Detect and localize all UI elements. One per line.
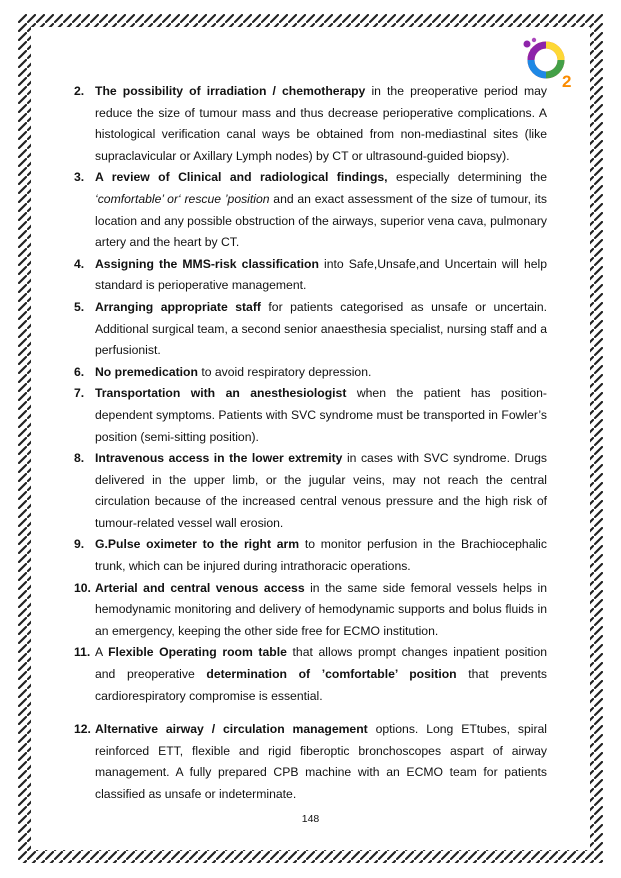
list-item (74, 534, 547, 577)
bold-run: Alternative airway / circulation management (95, 722, 368, 737)
list-item-text (95, 170, 547, 249)
page-number: 148 (301, 813, 320, 825)
list-item (74, 362, 547, 384)
list-item-number: 12. (74, 722, 91, 737)
list-item-text (95, 300, 547, 357)
text-run: for patients categorised as unsafe or uncertain. Additional surgical team, a second senior anaesthesia specialist, nursing staff and a perfusionist. (95, 299, 547, 358)
list-item-number: 6. (74, 364, 85, 379)
list-item-text (95, 84, 547, 163)
text-run: A (95, 645, 109, 660)
bold-run: determination of ’comfortable’ position (206, 667, 457, 682)
list-item-number: 8. (74, 451, 85, 466)
text-run: to avoid respiratory depression. (197, 364, 372, 379)
bold-run: Arranging appropriate staff (95, 299, 261, 314)
text-run: especially determining the (387, 170, 547, 185)
text-run: into Safe,Unsafe,and Uncertain will help standard is perioperative management. (95, 256, 547, 293)
text-run: that allows prompt changes inpatient position and preoperative (95, 645, 548, 682)
list-item (74, 448, 547, 534)
numbered-list (74, 81, 547, 806)
bold-run: Transportation with an anesthesiologist (95, 386, 347, 401)
list-item-text (95, 722, 547, 801)
list-item-number: 5. (74, 299, 85, 314)
list-item-text (95, 451, 547, 530)
text-run: options. Long ETtubes, spiral reinforced ETT, flexible and rigid fiberoptic bronchoscopes aspart of airway management. A fully prepared CPB machine with an ECMO team for patients classified as unsafe or indeterminate. (95, 722, 547, 801)
list-item-text (95, 365, 371, 379)
text-run: in the preoperative period may reduce the size of tumour mass and thus decrease perioperative complications. A histological verification canal ways be obtained from non-mediastinal sites (like supraclavicular or Axillary Lymph nodes) by CT or ultrasound-guided biopsy). (95, 84, 547, 163)
bold-run: Intravenous access in the lower extremity (95, 451, 343, 466)
text-run: when the patient has position-dependent symptoms. Patients with SVC syndrome must be transported in Fowler’s position (semi-sitting position). (95, 386, 547, 444)
text-run: in cases with SVC syndrome. Drugs delivered in the upper limb, or the jugular veins, may not reach the central circulation because of the increased central venous pressure and the high risk of tumour-related vessel wall erosion. (95, 451, 547, 530)
text-run: that prevents cardiorespiratory compromise is essential. (95, 667, 547, 703)
list-item-number: 2. (74, 84, 85, 98)
list-item (74, 81, 547, 167)
list-item (74, 167, 547, 253)
text-run: and an exact assessment of the size of tumour, its location and any possible obstruction of the airways, superior vena cava, pulmonary artery and the heart by CT. (95, 191, 547, 250)
bold-run: G.Pulse oximeter to the right arm (95, 537, 300, 552)
list-item (74, 254, 547, 297)
bold-run: The possibility of irradiation / chemotherapy (95, 84, 366, 98)
list-item-text (95, 581, 547, 638)
list-item (74, 297, 547, 362)
list-item-text (95, 645, 547, 702)
list-item-number: 11. (74, 645, 91, 660)
list-item (74, 578, 547, 643)
text-run: in the same side femoral vessels helps in hemodynamic monitoring and delivery of hemodynamic supports and bolus fluids in an emergency, keeping the other side free for ECMO institution. (95, 580, 547, 638)
bold-run: No premedication (95, 364, 198, 379)
bold-run: Flexible Operating room table (108, 645, 287, 660)
list-item-number: 7. (74, 386, 85, 401)
list-item-number: 10. (74, 580, 91, 595)
list-item (74, 642, 547, 707)
list-item-number: 3. (74, 170, 85, 185)
list-item (74, 719, 547, 805)
list-item-number: 4. (74, 256, 85, 271)
svg-text:2: 2 (562, 72, 572, 90)
italic-run: ‘comfortable’ or‘ rescue ’position (95, 191, 270, 206)
bold-run: Assigning the MMS-risk classification (95, 256, 319, 271)
bold-run: Arterial and central venous access (95, 580, 305, 595)
list-item-number: 9. (74, 537, 85, 552)
list-item-text (95, 386, 547, 443)
list-item-text (95, 257, 547, 293)
list-item-text (95, 537, 547, 573)
bold-run: A review of Clinical and radiological findings, (95, 170, 388, 185)
text-run: to monitor perfusion in the Brachiocephalic trunk, which can be injured during intrathoracic operations. (95, 537, 547, 574)
list-item (74, 383, 547, 448)
